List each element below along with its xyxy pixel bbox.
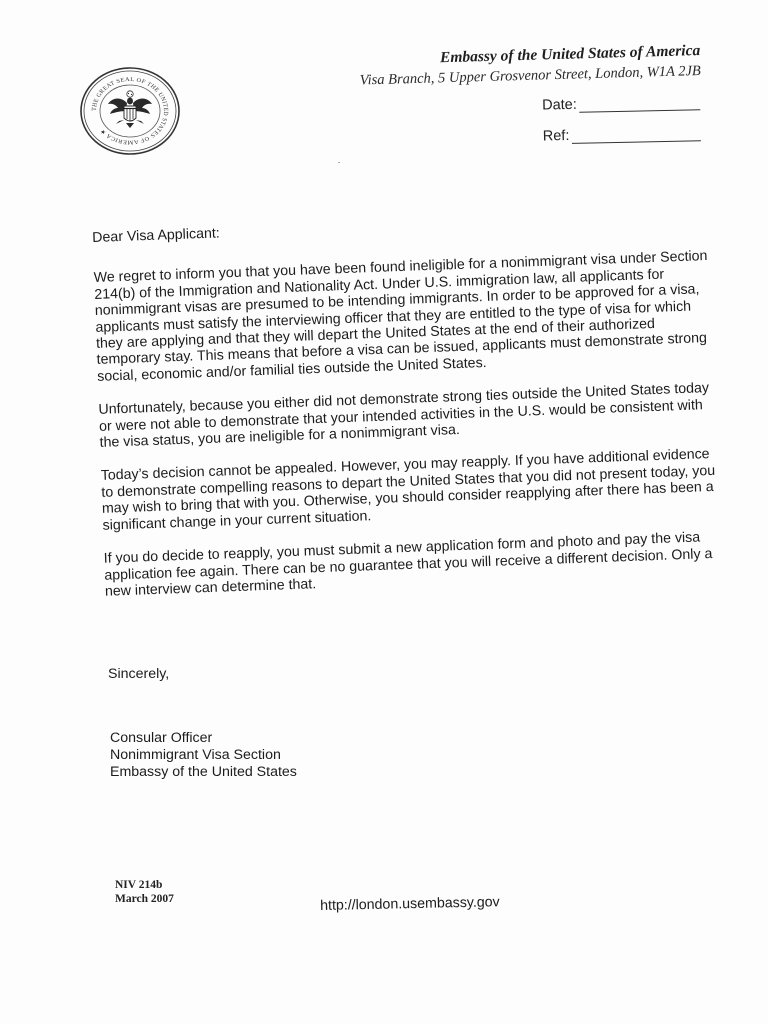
paragraph-appeal: Today’s decision cannot be appealed. However, you may reapply. If you have additional evidence to demonstrate compelling reasons to depart the United States that you did not present today, you may wish to bring that with you. Otherwise, you should consider reapplying after there has been a significant change in your current situation.	[100, 446, 716, 534]
date-ref-block	[520, 94, 711, 160]
form-code: NIV 214b	[115, 879, 163, 891]
embassy-header	[300, 42, 701, 91]
ref-blank-line	[571, 128, 701, 144]
date-label: Date:	[541, 96, 577, 114]
embassy-name: Embassy of the United States of America	[439, 42, 701, 67]
signature-section: Nonimmigrant Visa Section	[110, 746, 281, 763]
closing: Sincerely,	[108, 666, 170, 682]
signature-block	[110, 730, 297, 780]
ref-label: Ref:	[542, 127, 570, 145]
salutation: Dear Visa Applicant:	[92, 225, 220, 246]
date-blank-line	[579, 97, 701, 113]
embassy-address: Visa Branch, 5 Upper Grosvenor Street, London, W1A 2JB	[359, 62, 702, 89]
ref-field	[521, 125, 711, 145]
form-date: March 2007	[115, 893, 174, 905]
paragraph-ties: Unfortunately, because you either did not demonstrate strong ties outside the United States today or were not able to demonstrate that your intended activities in the U.S. would be consistent with the visa status, you are ineligible for a nonimmigrant visa.	[98, 380, 710, 451]
paragraph-reapply: If you do decide to reapply, you must submit a new application form and photo and pay the visa application fee again. There can be no guarantee that you will receive a different decision. Only a new interview can determine that.	[103, 529, 713, 600]
paragraph-ineligibility: We regret to inform you that you have been found ineligible for a nonimmigrant visa under Section 214(b) of the Immigration and Nationality Act. Under U.S. immigration law, all applicants for nonimmigrant visas are presumed to be intending immigrants. In order to be approved for a visa, applicants must satisfy the interviewing officer that they are entitled to the type of visa for which they are applying and that they will depart the United States at the end of their authorized temporary stay. This means that before a visa can be issued, applicants must demonstrate strong social, economic and/or familial ties outside the United States.	[93, 248, 708, 385]
embassy-website-link[interactable]: http://london.usembassy.gov	[320, 894, 500, 914]
great-seal-icon	[78, 66, 182, 156]
scan-speck	[338, 162, 340, 163]
signature-title: Consular Officer	[110, 730, 213, 746]
form-identifier	[115, 878, 174, 906]
date-field	[520, 94, 710, 114]
seal-ring-text: THE GREAT SEAL OF THE UNITED STATES OF AMERICA ★	[91, 77, 169, 145]
letter-body	[92, 208, 725, 617]
signature-embassy: Embassy of the United States	[110, 763, 297, 780]
